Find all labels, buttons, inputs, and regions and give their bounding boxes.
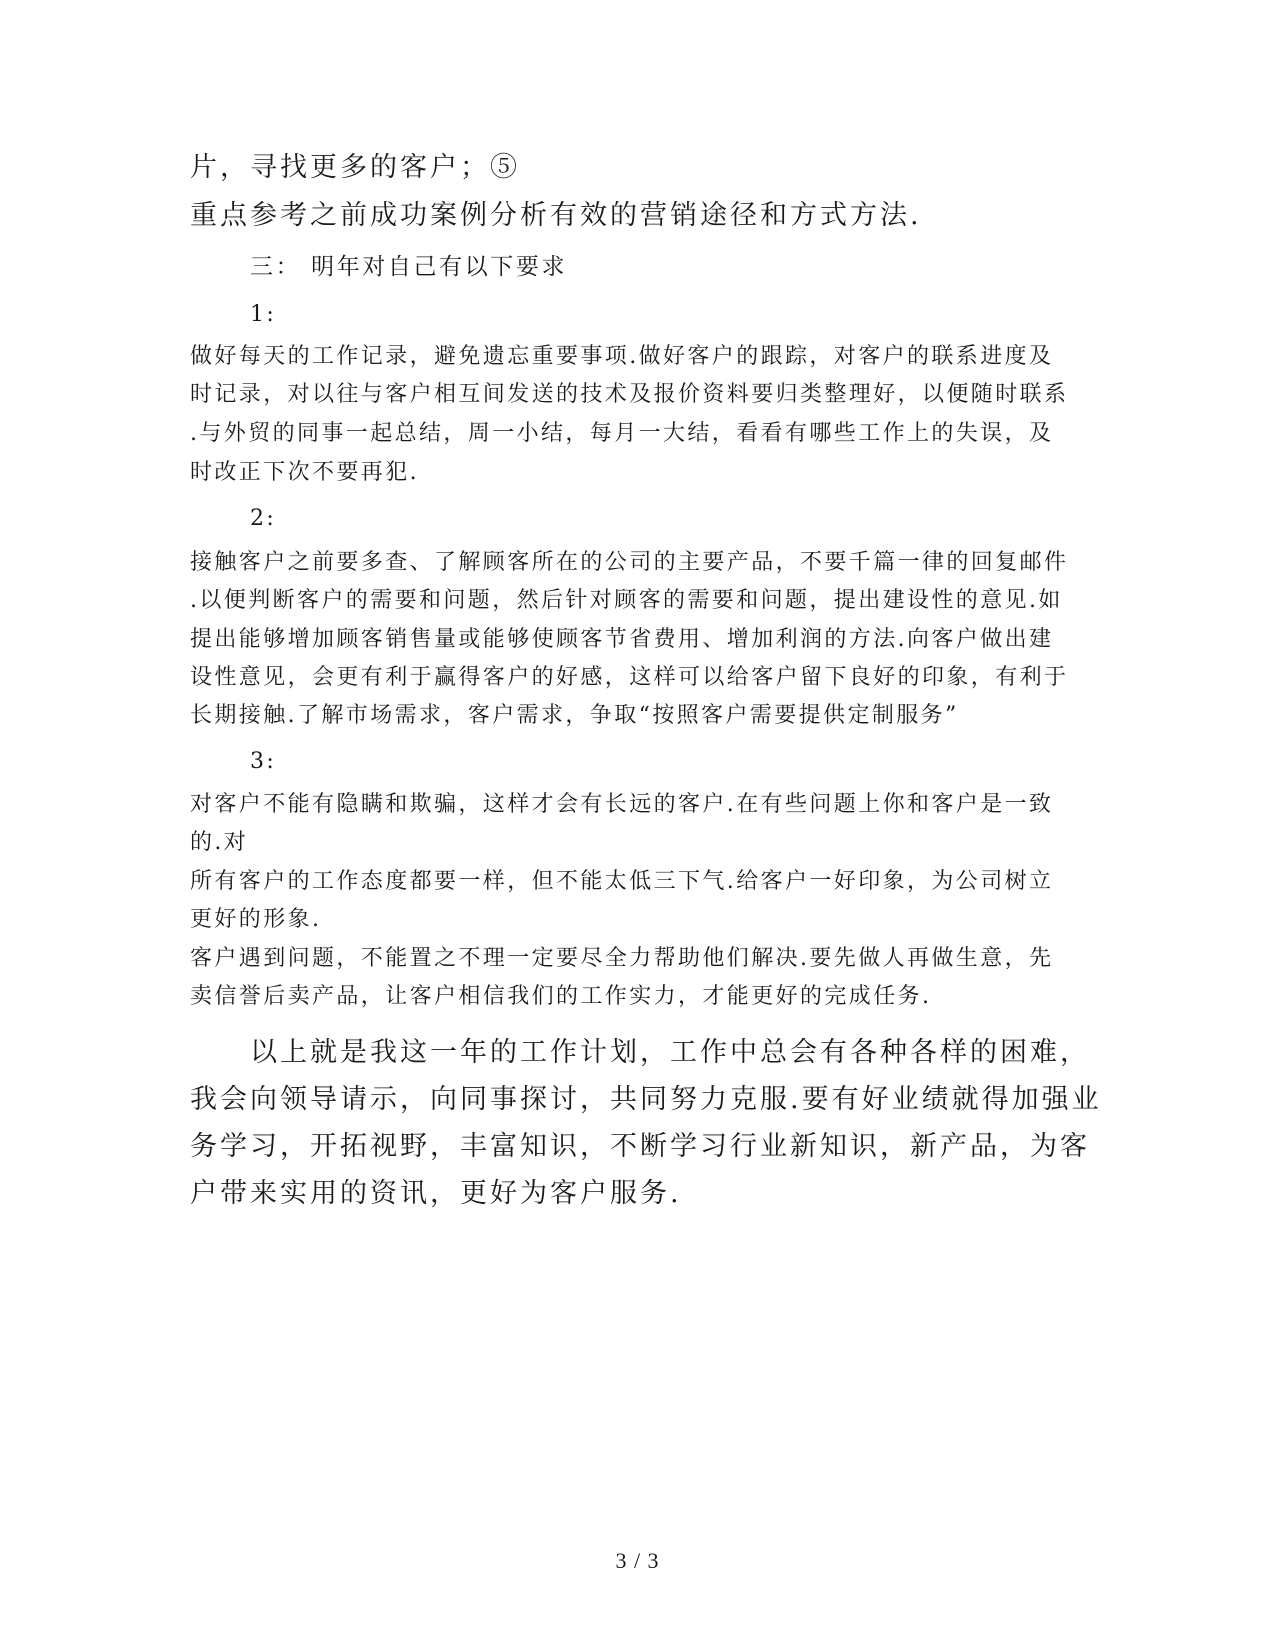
item-text-line: .与外贸的同事一起总结，周一小结，每月一大结，看看有哪些工作上的失误，及: [190, 421, 1054, 446]
item-text-line: 卖信誉后卖产品，让客户相信我们的工作实力，才能更好的完成任务.: [190, 984, 932, 1009]
item-text-line: 时记录，对以往与客户相互间发送的技术及报价资料要归类整理好，以便随时联系: [190, 382, 1069, 407]
intro-line: 重点参考之前成功案例分析有效的营销途径和方式方法.: [190, 200, 922, 231]
item-text-line: 接触客户之前要多查、了解顾客所在的公司的主要产品，不要千篇一律的回复邮件: [190, 550, 1069, 575]
item-number: 2:: [250, 506, 277, 531]
conclusion-line: 我会向领导请示，向同事探讨，共同努力克服.要有好业绩就得加强业: [190, 1084, 1102, 1115]
item-text-line: 更好的形象.: [190, 907, 322, 932]
item-text-line: 的.对: [190, 830, 249, 855]
conclusion-line: 户带来实用的资讯，更好为客户服务.: [190, 1178, 682, 1209]
item-number: 3:: [250, 749, 277, 774]
item-text-line: .以便判断客户的需要和问题，然后针对顾客的需要和问题，提出建设性的意见.如: [190, 588, 1063, 613]
item-text-line: 长期接触.了解市场需求，客户需求，争取“按照客户需要提供定制服务”: [190, 703, 959, 728]
conclusion-line: 以上就是我这一年的工作计划，工作中总会有各种各样的困难，: [250, 1037, 1090, 1068]
item-text-line: 客户遇到问题，不能置之不理一定要尽全力帮助他们解决.要先做人再做生意，先: [190, 946, 1054, 971]
item-text-line: 做好每天的工作记录，避免遗忘重要事项.做好客户的跟踪，对客户的联系进度及: [190, 344, 1054, 369]
item-number: 1:: [250, 302, 277, 327]
conclusion-line: 务学习，开拓视野，丰富知识，不断学习行业新知识，新产品，为客: [190, 1131, 1090, 1162]
item-text-line: 所有客户的工作态度都要一样，但不能太低三下气.给客户一好印象，为公司树立: [190, 869, 1054, 894]
item-text-line: 对客户不能有隐瞒和欺骗，这样才会有长远的客户.在有些问题上你和客户是一致: [190, 792, 1054, 817]
intro-line: 片，寻找更多的客户；⑤: [190, 152, 520, 183]
section-heading: 三： 明年对自己有以下要求: [250, 254, 568, 280]
item-text-line: 提出能够增加顾客销售量或能够使顾客节省费用、增加利润的方法.向客户做出建: [190, 627, 1054, 652]
item-text-line: 时改正下次不要再犯.: [190, 460, 419, 485]
page-number: 3 / 3: [615, 1548, 660, 1573]
item-text-line: 设性意见，会更有利于赢得客户的好感，这样可以给客户留下良好的印象，有利于: [190, 665, 1069, 690]
